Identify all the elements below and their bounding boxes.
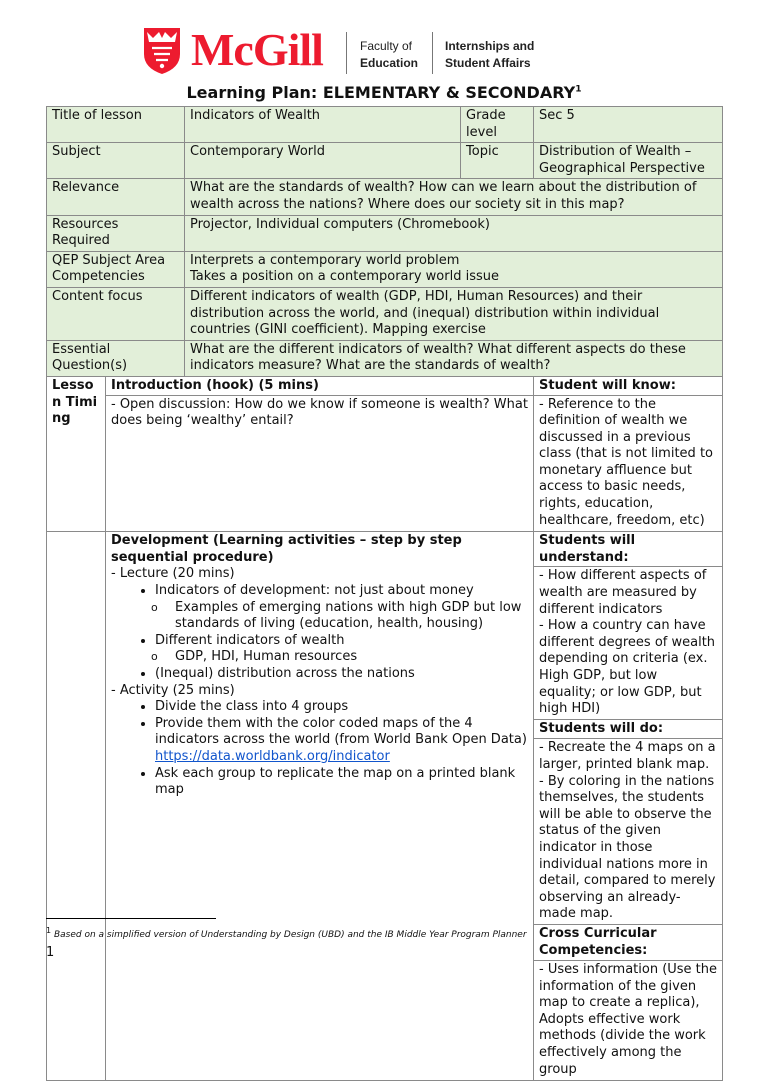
know-text: - Reference to the definition of wealth we discussed in a previous class (that is not limited to monetary affluence but access to basic needs, rights, education, healthcare, freedom, etc) — [534, 395, 722, 531]
header-divider — [432, 32, 433, 74]
introduction-cell — [106, 376, 534, 531]
table-row — [47, 215, 723, 251]
list-item: • Different indicators of wealth o GDP, HDI, Human resources — [155, 633, 528, 666]
mcgill-crest-icon — [144, 28, 180, 74]
timing-cell — [47, 532, 106, 1081]
table-row — [47, 376, 723, 531]
table-row — [47, 107, 723, 143]
list-item: o Examples of emerging nations with high GDP but low standards of living (education, health, housing) — [175, 600, 528, 633]
activity-line: - Activity (25 mins) — [111, 682, 235, 698]
list-item: o GDP, HDI, Human resources — [175, 649, 528, 666]
page-number: 1 — [46, 945, 55, 960]
table-row — [47, 287, 723, 340]
qep-value: Interprets a contemporary world problem Takes a position on a contemporary world issue — [185, 251, 723, 287]
letterhead — [0, 0, 768, 82]
title-value: Indicators of Wealth — [185, 107, 461, 143]
qep-label: QEP Subject Area Competencies — [47, 251, 185, 287]
development-cell — [106, 532, 534, 1081]
topic-label: Topic — [461, 143, 534, 179]
essential-question-value: What are the different indicators of wealth? What different aspects do these indicators measure? What are the standards of wealth? — [185, 340, 723, 376]
cc-heading: Cross Curricular Competencies: — [534, 924, 722, 960]
subject-value: Contemporary World — [185, 143, 461, 179]
introduction-text: - Open discussion: How do we know if someone is wealth? What does being ‘wealthy’ entail? — [106, 395, 533, 431]
footnote: $^1$ Based on a simplified version of Understanding by Design (UBD) and the IB Middle Year Program Planner — [46, 926, 527, 940]
grade-label: Grade level — [461, 107, 534, 143]
essential-question-label: Essential Question(s) — [47, 340, 185, 376]
list-item: • Ask each group to replicate the map on a printed blank map — [155, 766, 528, 799]
table-row — [47, 143, 723, 179]
understand-text: - How different aspects of wealth are measured by different indicators - How a country can have different degrees of wealth depending on criteria (ex. High GDP, but low equality; or low GDP, but high HDI) — [534, 566, 722, 718]
worldbank-link[interactable]: https://data.worldbank.org/indicator — [155, 748, 390, 764]
subject-label: Subject — [47, 143, 185, 179]
development-heading: Development (Learning activities – step by step sequential procedure) — [111, 533, 462, 565]
title-label: Title of lesson — [47, 107, 185, 143]
content-label: Content focus — [47, 287, 185, 340]
topic-value: Distribution of Wealth – Geographical Perspective — [534, 143, 723, 179]
relevance-value: What are the standards of wealth? How can we learn about the distribution of wealth across the nations? Where does our society sit in this map? — [185, 179, 723, 215]
list-item: • (Inequal) distribution across the nations — [155, 666, 528, 683]
list-item: • Provide them with the color coded maps of the 4 indicators across the world (from World Bank Open Data) https://data.worldbank.org/indicator — [155, 716, 528, 766]
list-item: • Divide the class into 4 groups — [155, 699, 528, 716]
relevance-label: Relevance — [47, 179, 185, 215]
lecture-line: - Lecture (20 mins) — [111, 566, 235, 582]
table-row — [47, 340, 723, 376]
footnote-divider — [46, 918, 216, 919]
table-row — [47, 251, 723, 287]
table-row — [47, 532, 723, 1081]
content-value: Different indicators of wealth (GDP, HDI, Human Resources) and their distribution across the world, and (inequal) distribution within individual countries (GINI coefficient). Mapping exercise — [185, 287, 723, 340]
introduction-heading: Introduction (hook) (5 mins) — [111, 377, 319, 393]
know-heading: Student will know: — [539, 377, 676, 393]
unit-label: Internships and Student Affairs — [445, 39, 535, 70]
list-item: • Indicators of development: not just about money o Examples of emerging nations with high GDP but low standards of living (education, health, housing) — [155, 583, 528, 633]
cc-text: - Uses information (Use the information of the given map to create a replica), Adopts effective work methods (divide the work effectively among the group — [534, 960, 722, 1079]
mcgill-wordmark: McGill — [191, 24, 323, 75]
grade-value: Sec 5 — [534, 107, 723, 143]
table-row — [47, 179, 723, 215]
document-title: Learning Plan: ELEMENTARY & SECONDARY$^1$ — [186, 83, 582, 102]
resources-label: Resources Required — [47, 215, 185, 251]
understand-heading: Students will understand: — [539, 533, 636, 565]
lesson-timing-label: Lesson Timing — [47, 376, 106, 531]
do-text: - Recreate the 4 maps on a larger, printed blank map. - By coloring in the nations themselves, the students will be able to observe the status of the given indicator in those individual nations more in detail, compared to merely observing an already-made map. — [534, 738, 722, 924]
resources-value: Projector, Individual computers (Chromebook) — [185, 215, 723, 251]
know-cell — [534, 376, 723, 531]
do-heading: Students will do: — [534, 719, 722, 739]
faculty-label: Faculty of Education — [360, 39, 419, 70]
outcomes-cell — [534, 532, 723, 1081]
header-divider — [346, 32, 347, 74]
